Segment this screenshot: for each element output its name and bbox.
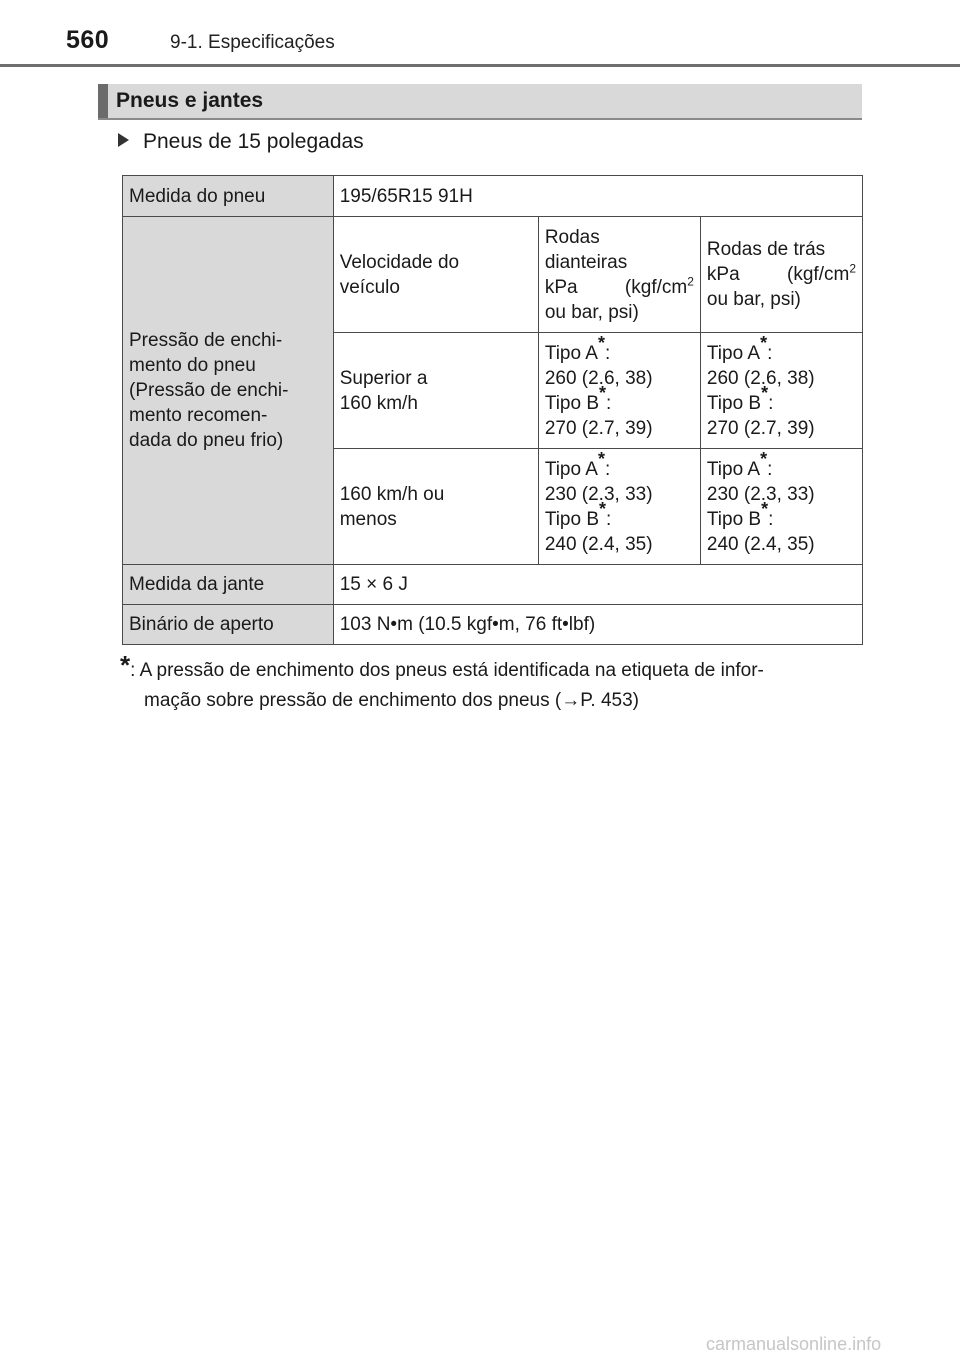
asterisk-icon: * [597,449,605,470]
rear-wheels-column-header: Rodas de trás kPa ($kgf/cm^2$ ou bar, psi) [700,217,862,333]
page-number: 560 [66,26,110,54]
speed-column-header: Velocidade do veículo [333,217,538,333]
page-header [0,0,960,66]
asterisk-icon: * [597,333,605,354]
subheading-text: Pneus de 15 polegadas [143,130,364,153]
asterisk-icon: * [599,499,607,520]
table-row-torque [123,605,863,645]
section-reference: 9-1. Especificações [170,32,335,53]
table-row-rim-size [123,565,863,605]
front-pressure-cell: Tipo A*: 260 (2.6, 38) Tipo B*: 270 (2.7, 39) [538,333,700,449]
pressure-label: Pressão de enchi- mento do pneu (Pressão de enchi- mento recomen- dada do pneu frio) [123,217,334,565]
section-bar-marker [98,84,108,118]
section-title: Pneus e jantes [116,89,264,112]
rear-pressure-cell: Tipo A*: 260 (2.6, 38) Tipo B*: 270 (2.7, 39) [700,333,862,449]
section-title-bar [98,84,862,120]
tire-size-value: 195/65R15 91H [333,176,862,217]
rim-size-label: Medida da jante [123,565,334,605]
rim-size-value: 15 × 6 J [333,565,862,605]
triangle-bullet-icon [118,133,129,147]
footnote-line-2: mação sobre pressão de enchimento dos pneus (→P. 453) [144,690,640,711]
asterisk-icon: * [761,383,769,404]
torque-label: Binário de aperto [123,605,334,645]
footnote [120,652,865,716]
speed-cell: 160 km/h ou menos [333,449,538,565]
asterisk-icon: * [761,499,769,520]
asterisk-icon: * [120,650,131,680]
rear-pressure-cell: Tipo A*: 230 (2.3, 33) Tipo B*: 240 (2.4, 35) [700,449,862,565]
front-wheels-column-header: Rodas dianteiras kPa ($kgf/cm^2$ ou bar, psi) [538,217,700,333]
front-pressure-cell: Tipo A*: 230 (2.3, 33) Tipo B*: 240 (2.4, 35) [538,449,700,565]
asterisk-icon: * [760,449,768,470]
header-divider [0,64,960,67]
speed-cell: Superior a 160 km/h [333,333,538,449]
subheading [118,130,364,158]
asterisk-icon: * [599,383,607,404]
watermark: carmanualsonline.info [706,1334,882,1354]
tire-size-label: Medida do pneu [123,176,334,217]
footnote-line-1: : A pressão de enchimento dos pneus está identificada na etiqueta de infor- [130,660,764,681]
table-row-tire-size [123,176,863,217]
table-row-pressure-header [123,217,863,333]
asterisk-icon: * [760,333,768,354]
torque-value: 103 N•m (10.5 kgf•m, 76 ft•lbf) [333,605,862,645]
tire-spec-table [122,175,863,645]
